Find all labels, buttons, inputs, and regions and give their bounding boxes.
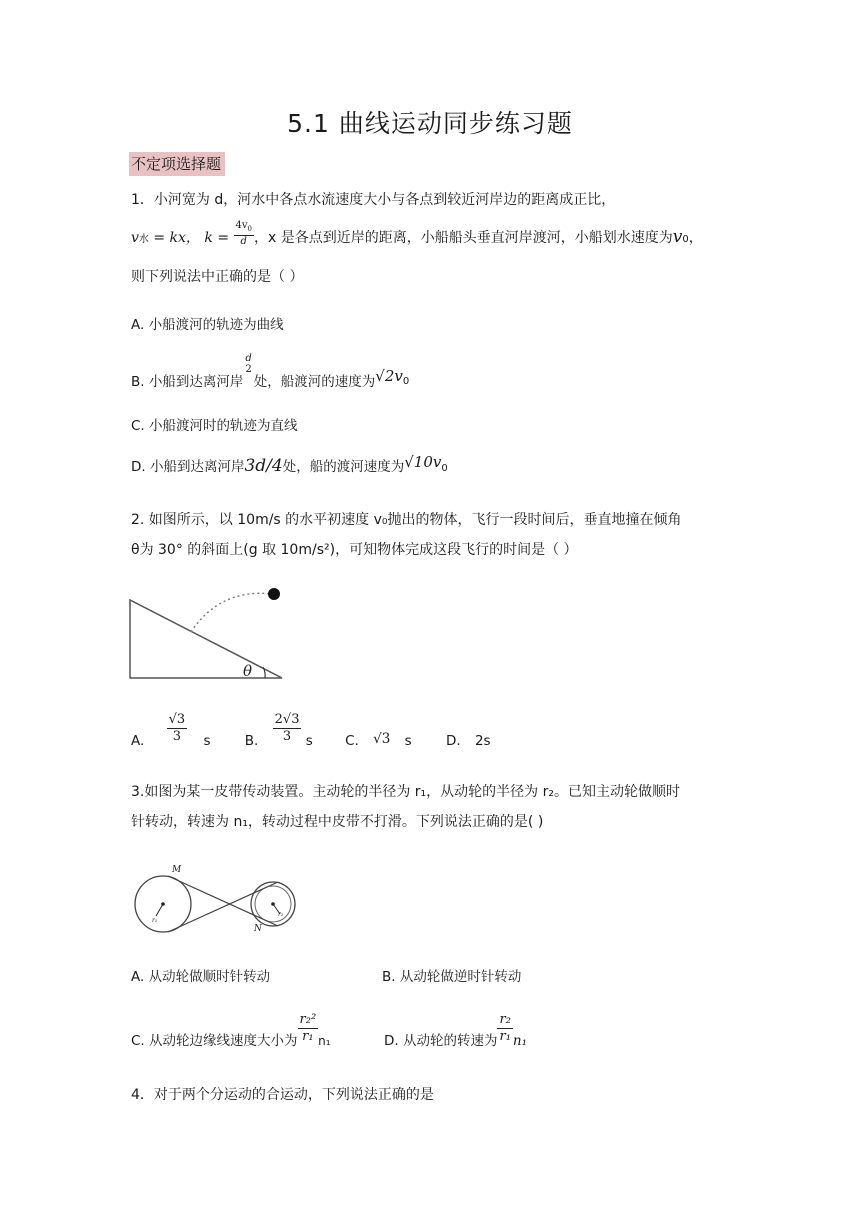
q1-formula-eq: = kx，	[148, 230, 200, 246]
q3-option-a: A. 从动轮做顺时针转动	[131, 969, 271, 985]
q2-option-b-unit: s	[305, 732, 313, 749]
q1-option-d-math: 3d/4	[244, 456, 283, 476]
q3-stem-line1: 3.如图为某一皮带传动装置。主动轮的半径为 r₁，从动轮的半径为 r₂。已知主动轮做顺时	[131, 784, 680, 800]
q1-option-d	[131, 455, 448, 476]
q1-formula-v: v	[131, 230, 139, 246]
q1-k-den: d	[240, 236, 247, 247]
q1-option-d-val: √10v	[404, 453, 442, 471]
projectile-path	[191, 593, 273, 632]
q2-option-a-unit: s	[203, 732, 211, 749]
q2-option-c-label: C.	[345, 732, 359, 749]
q1-option-b	[131, 350, 409, 390]
q1-option-d-sub: 0	[441, 463, 448, 474]
q2-option-a-fraction: $\frac{√3}{3}$	[168, 712, 186, 744]
q1-stem-line2	[131, 220, 703, 252]
q3-option-d-fraction: $\frac{\text{r₂}}{\text{r₁}}$	[499, 1012, 511, 1044]
q3-option-d	[384, 1012, 528, 1049]
q1-option-c: C. 小船渡河时的轨迹为直线	[131, 418, 298, 434]
q3-option-c	[131, 1012, 331, 1049]
q3-stem-line2: 针转动，转速为 n₁，转动过程中皮带不打滑。下列说法正确的是( )	[131, 814, 544, 830]
label-r1: r₁	[152, 917, 158, 924]
q2-option-c-unit: s	[404, 732, 412, 749]
ball-icon	[268, 588, 280, 600]
q1-v0-sub: 0	[682, 234, 689, 245]
label-n: N	[254, 924, 262, 934]
q2-option-b-label: B.	[244, 732, 259, 749]
q1-k-fraction	[234, 220, 254, 248]
incline-triangle	[130, 600, 282, 678]
q3-option-b: B. 从动轮做逆时针转动	[382, 969, 522, 985]
belt-cross-1	[168, 876, 278, 926]
q3-option-d-post: n₁	[512, 1032, 528, 1049]
q3-option-c-fraction: $\frac{\text{r₂²}}{\text{r₁}}$	[299, 1012, 317, 1044]
q1-option-b-mid: 处，船渡河的速度为	[253, 374, 376, 390]
q1-option-d-mid: 处，船的渡河速度为	[282, 459, 405, 475]
r1-center	[161, 902, 165, 906]
r2-center	[271, 902, 275, 906]
q4-stem-line1: 4．对于两个分运动的合运动，下列说法正确的是	[131, 1087, 434, 1103]
q1-k-num: $4v_0$	[234, 220, 254, 236]
q2-option-c-val: √3	[373, 730, 391, 747]
q2-option-d-label: D.	[445, 732, 461, 749]
q1-v0: v	[672, 227, 683, 247]
theta-label: θ	[243, 662, 253, 680]
q2-options	[131, 712, 491, 749]
q2-option-d-val: 2s	[474, 732, 491, 749]
label-r2: r₂	[278, 911, 284, 918]
q1-formula-sub: 水	[138, 234, 149, 245]
belt-drive-diagram	[128, 860, 310, 942]
q1-stem-end: ，	[688, 230, 703, 246]
incline-diagram	[125, 580, 295, 685]
q1-option-a: A. 小船渡河的轨迹为曲线	[131, 317, 284, 333]
q1-stem-line3: 则下列说法中正确的是（ ）	[131, 269, 304, 285]
q2-stem-line2: θ为 30° 的斜面上(g 取 10m/s²)，可知物体完成这段飞行的时间是（ ）	[131, 542, 578, 558]
q2-option-a-label: A.	[131, 732, 145, 749]
q2-stem-line1: 2. 如图所示，以 10m/s 的水平初速度 v₀抛出的物体，飞行一段时间后，垂直地撞在倾角	[131, 512, 682, 528]
q1-option-d-pre: D. 小船到达离河岸	[131, 459, 245, 475]
r1-radius	[156, 904, 163, 916]
q3-option-c-pre: C. 从动轮边缘线速度大小为	[131, 1032, 298, 1049]
q3-option-c-post: n₁	[318, 1033, 331, 1048]
q1-option-b-val: √2v	[375, 367, 403, 385]
q1-formula-k: k =	[204, 230, 230, 246]
q1-stem-line1: 1．小河宽为 d，河水中各点水流速度大小与各点到较近河岸边的距离成正比，	[131, 192, 616, 208]
q1-option-b-sub: 0	[402, 376, 410, 387]
q2-option-b-fraction: $\frac{2√3}{3}$	[274, 712, 300, 744]
section-heading: 不定项选择题	[129, 152, 225, 176]
q1-stem-text: ，x 是各点到近岸的距离，小船船头垂直河岸渡河，小船划水速度为	[254, 230, 673, 246]
q1-option-b-fraction: d 2	[245, 353, 252, 375]
page-title: 5.1 曲线运动同步练习题	[287, 109, 573, 138]
label-m: M	[172, 865, 182, 875]
q1-option-b-pre: B. 小船到达离河岸	[131, 374, 244, 390]
q3-option-d-pre: D. 从动轮的转速为	[384, 1032, 498, 1049]
